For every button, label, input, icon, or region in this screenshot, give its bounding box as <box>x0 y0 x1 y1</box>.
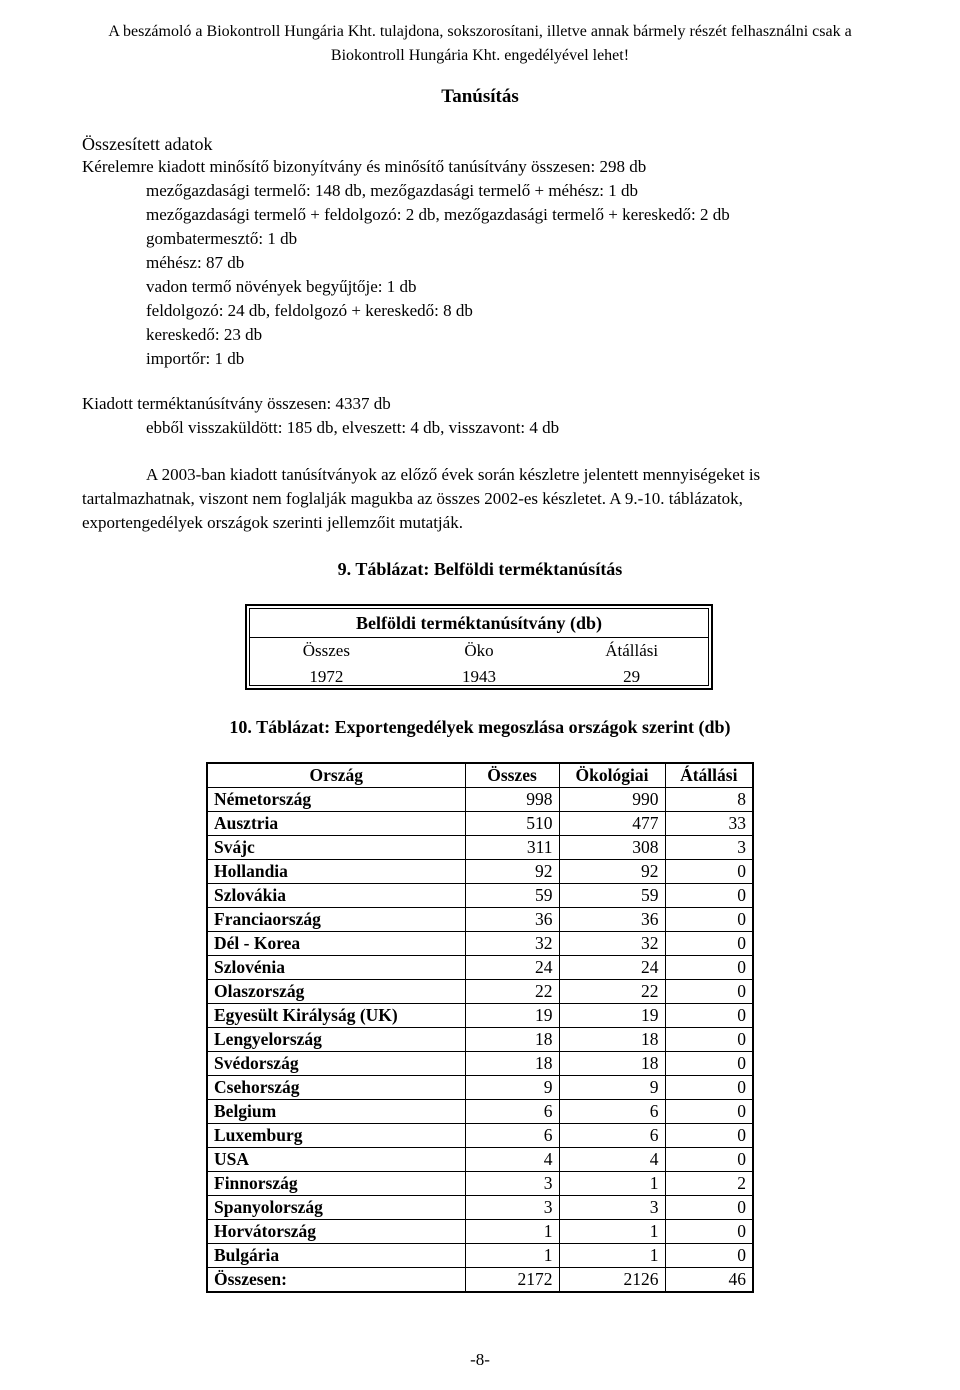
paragraph-line-3: exportengedélyek országok szerinti jellemzőit mutatják. <box>82 513 463 532</box>
value-cell: 59 <box>559 884 665 908</box>
value-cell: 18 <box>559 1028 665 1052</box>
country-cell: Ausztria <box>207 812 465 836</box>
value-cell: 1 <box>465 1220 559 1244</box>
value-cell: 0 <box>665 1220 753 1244</box>
value-cell: 18 <box>465 1052 559 1076</box>
header-line-1: A beszámoló a Biokontroll Hungária Kht. tulajdona, sokszorosítani, illetve annak bármely részét felhasználni csak a <box>108 23 852 40</box>
value-cell: 8 <box>665 788 753 812</box>
table-row <box>207 1076 753 1100</box>
value-cell: 0 <box>665 908 753 932</box>
value-cell: 92 <box>559 860 665 884</box>
page-title: Tanúsítás <box>441 86 519 107</box>
country-cell: Finnország <box>207 1172 465 1196</box>
value-cell: 311 <box>465 836 559 860</box>
country-cell: Csehország <box>207 1076 465 1100</box>
page-number: -8- <box>470 1350 490 1369</box>
value-cell: 0 <box>665 956 753 980</box>
value-cell: 18 <box>465 1028 559 1052</box>
value-cell: 0 <box>665 1148 753 1172</box>
summary-main-line: Kérelemre kiadott minősítő bizonyítvány és minősítő tanúsítvány összesen: 298 db <box>82 157 647 176</box>
value-cell: 1 <box>559 1220 665 1244</box>
value-cell: 2172 <box>465 1268 559 1293</box>
value-cell: 46 <box>665 1268 753 1293</box>
country-cell: Svájc <box>207 836 465 860</box>
country-cell: USA <box>207 1148 465 1172</box>
products-detail: ebből visszaküldött: 185 db, elveszett: 4 db, visszavont: 4 db <box>146 418 560 437</box>
table10-header-cell: Ökológiai <box>559 763 665 788</box>
table9-caption: 9. Táblázat: Belföldi terméktanúsítás <box>337 559 623 579</box>
table-row <box>207 1100 753 1124</box>
value-cell: 59 <box>465 884 559 908</box>
table-row <box>207 1172 753 1196</box>
country-cell: Horvátország <box>207 1220 465 1244</box>
country-cell: Németország <box>207 788 465 812</box>
table10-header-cell: Átállási <box>665 763 753 788</box>
table9 <box>245 604 713 690</box>
table-row <box>207 908 753 932</box>
summary-item: importőr: 1 db <box>146 349 245 368</box>
value-cell: 0 <box>665 1028 753 1052</box>
value-cell: 0 <box>665 980 753 1004</box>
table9-value-cell: 29 <box>623 667 641 686</box>
value-cell: 19 <box>465 1004 559 1028</box>
value-cell: 0 <box>665 1052 753 1076</box>
country-cell: Luxemburg <box>207 1124 465 1148</box>
value-cell: 32 <box>465 932 559 956</box>
table9-inner <box>249 608 709 686</box>
summary-item: mezőgazdasági termelő: 148 db, mezőgazdasági termelő + méhész: 1 db <box>146 181 639 200</box>
value-cell: 990 <box>559 788 665 812</box>
value-cell: 1 <box>559 1244 665 1268</box>
paragraph-line-1: A 2003-ban kiadott tanúsítványok az előző évek során készletre jelentett mennyiségeket is <box>146 465 761 484</box>
table9-header-cell: Átállási <box>605 641 659 660</box>
table-row <box>207 1244 753 1268</box>
table9-header-row <box>250 638 708 664</box>
table-row <box>207 1004 753 1028</box>
paragraph-line-2: tartalmazhatnak, viszont nem foglalják magukba az összes 2002-es készletet. A 9.-10. táblázatok, <box>82 489 743 508</box>
table10-caption: 10. Táblázat: Exportengedélyek megoszlása országok szerint (db) <box>229 717 731 737</box>
explanatory-paragraph <box>82 463 904 535</box>
country-cell: Franciaország <box>207 908 465 932</box>
table9-value-cell: 1972 <box>309 667 344 686</box>
table-row <box>207 836 753 860</box>
value-cell: 0 <box>665 1124 753 1148</box>
summary-item: méhész: 87 db <box>146 253 245 272</box>
table-row <box>207 1196 753 1220</box>
value-cell: 3 <box>559 1196 665 1220</box>
table-row <box>207 956 753 980</box>
table-row <box>207 1052 753 1076</box>
value-cell: 9 <box>465 1076 559 1100</box>
value-cell: 0 <box>665 932 753 956</box>
table9-title: Belföldi terméktanúsítvány (db) <box>250 609 708 638</box>
table9-value-cell: 1943 <box>462 667 496 686</box>
value-cell: 36 <box>559 908 665 932</box>
value-cell: 3 <box>665 836 753 860</box>
value-cell: 0 <box>665 860 753 884</box>
value-cell: 18 <box>559 1052 665 1076</box>
country-cell: Hollandia <box>207 860 465 884</box>
table-row <box>207 788 753 812</box>
value-cell: 4 <box>465 1148 559 1172</box>
page-header-notice <box>60 20 900 68</box>
value-cell: 33 <box>665 812 753 836</box>
value-cell: 9 <box>559 1076 665 1100</box>
value-cell: 19 <box>559 1004 665 1028</box>
table-row <box>207 980 753 1004</box>
value-cell: 0 <box>665 1100 753 1124</box>
table9-value-row <box>250 664 708 690</box>
table9-header-cell: Összes <box>302 641 350 660</box>
header-line-2: Biokontroll Hungária Kht. engedélyével lehet! <box>330 47 630 64</box>
table10-header-cell: Összes <box>465 763 559 788</box>
value-cell: 6 <box>559 1124 665 1148</box>
value-cell: 36 <box>465 908 559 932</box>
summary-item: mezőgazdasági termelő + feldolgozó: 2 db, mezőgazdasági termelő + kereskedő: 2 db <box>146 205 730 224</box>
table10 <box>206 762 754 1293</box>
value-cell: 6 <box>465 1124 559 1148</box>
value-cell: 477 <box>559 812 665 836</box>
table10-body <box>207 788 753 1293</box>
table10-header-cell: Ország <box>207 763 465 788</box>
value-cell: 32 <box>559 932 665 956</box>
value-cell: 22 <box>465 980 559 1004</box>
country-cell: Spanyolország <box>207 1196 465 1220</box>
country-cell: Dél - Korea <box>207 932 465 956</box>
value-cell: 0 <box>665 1244 753 1268</box>
products-total: Kiadott terméktanúsítvány összesen: 4337 db <box>82 394 391 413</box>
summary-item: kereskedő: 23 db <box>146 325 263 344</box>
value-cell: 3 <box>465 1196 559 1220</box>
summary-item: gombatermesztő: 1 db <box>146 229 298 248</box>
country-cell: Bulgária <box>207 1244 465 1268</box>
value-cell: 1 <box>465 1244 559 1268</box>
value-cell: 6 <box>559 1100 665 1124</box>
value-cell: 3 <box>465 1172 559 1196</box>
country-cell: Összesen: <box>207 1268 465 1293</box>
table-row <box>207 1028 753 1052</box>
table-row <box>207 1148 753 1172</box>
value-cell: 92 <box>465 860 559 884</box>
table10-header-row <box>207 763 753 788</box>
value-cell: 0 <box>665 884 753 908</box>
country-cell: Olaszország <box>207 980 465 1004</box>
value-cell: 24 <box>465 956 559 980</box>
table-row <box>207 1220 753 1244</box>
value-cell: 24 <box>559 956 665 980</box>
country-cell: Szlovénia <box>207 956 465 980</box>
country-cell: Szlovákia <box>207 884 465 908</box>
value-cell: 0 <box>665 1196 753 1220</box>
value-cell: 2 <box>665 1172 753 1196</box>
table-row <box>207 884 753 908</box>
table-row <box>207 812 753 836</box>
summary-item-list <box>146 179 730 371</box>
value-cell: 0 <box>665 1004 753 1028</box>
value-cell: 308 <box>559 836 665 860</box>
value-cell: 998 <box>465 788 559 812</box>
table-row <box>207 860 753 884</box>
summary-item: feldolgozó: 24 db, feldolgozó + kereskedő: 8 db <box>146 301 473 320</box>
summary-heading: Összesített adatok <box>82 134 213 154</box>
country-cell: Egyesült Királyság (UK) <box>207 1004 465 1028</box>
value-cell: 22 <box>559 980 665 1004</box>
value-cell: 4 <box>559 1148 665 1172</box>
value-cell: 2126 <box>559 1268 665 1293</box>
value-cell: 0 <box>665 1076 753 1100</box>
value-cell: 6 <box>465 1100 559 1124</box>
country-cell: Belgium <box>207 1100 465 1124</box>
value-cell: 510 <box>465 812 559 836</box>
summary-item: vadon termő növények begyűjtője: 1 db <box>146 277 417 296</box>
value-cell: 1 <box>559 1172 665 1196</box>
table-row <box>207 1124 753 1148</box>
table9-header-cell: Öko <box>464 641 494 660</box>
country-cell: Lengyelország <box>207 1028 465 1052</box>
country-cell: Svédország <box>207 1052 465 1076</box>
table-row <box>207 932 753 956</box>
table-row <box>207 1268 753 1293</box>
